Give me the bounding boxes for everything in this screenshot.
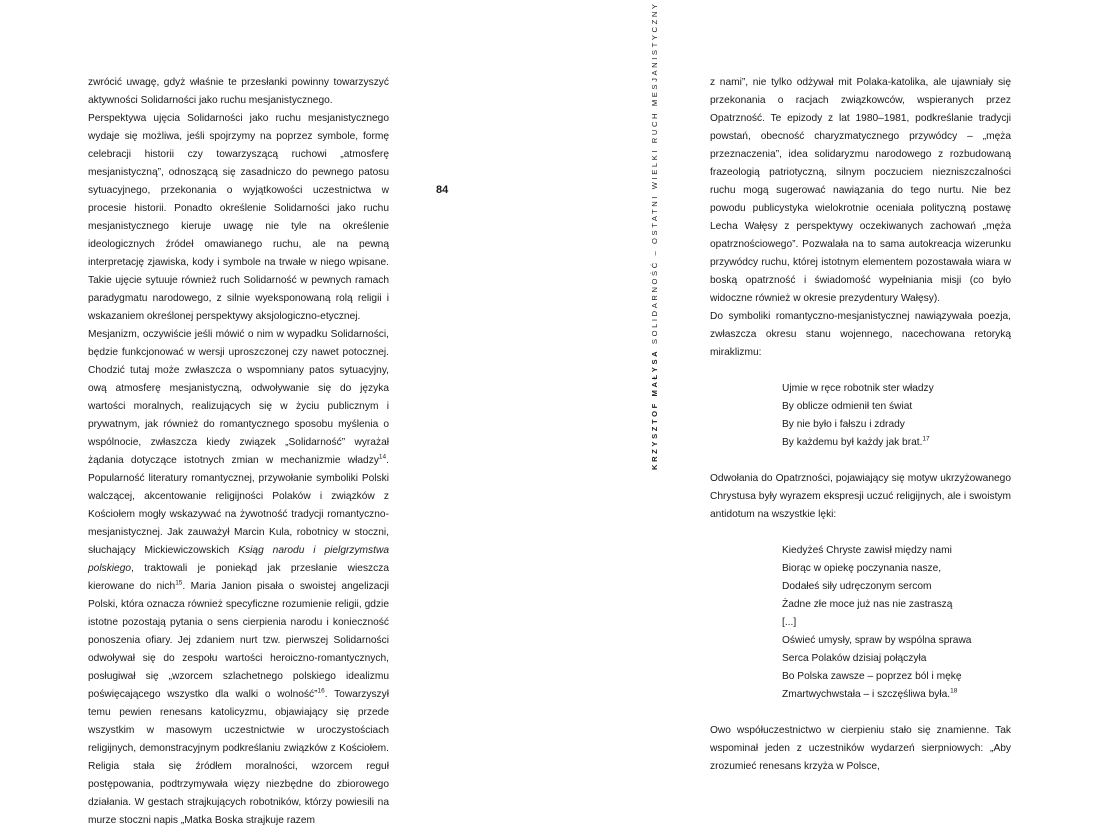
poem-quote bbox=[782, 380, 1011, 452]
paragraph: z nami”, nie tylko odżywał mit Polaka-katolika, ale ujawniały się przekonania o racjach związkowców, wspieranych przez Opatrzność. Te epizody z lat 1980–1981, podkreślanie tradycji powstań, obecność charyzmatycznego przywódcy – „męża przeznaczenia”, idea solidaryzmu narodowego z rozbudowaną frazeologią patriotyczną, silnym poczuciem niezniszczalności ruchu mogą sugerować nawiązania do tego nurtu. Nie bez powodu publicystyka wielokrotnie oceniała polityczną postawę Lecha Wałęsy z perspektywy oczekiwanych zachowań „męża opatrznościowego”. Pozwalała na to sama autokreacja wizerunku przywódcy ruchu, której istotnym elementem pozostawała wiara w boską opatrzność i świadomość wypełniania misji (co było widoczne również w okresie prezydentury Wałęsy). bbox=[710, 77, 1011, 304]
spacer bbox=[710, 362, 1011, 380]
text-run: Mesjanizm, oczywiście jeśli mówić o nim w wypadku Solidarności, będzie funkcjonować w wersji uproszczonej czy nawet potocznej. Chodzić tutaj może zwłaszcza o wspomniany patos sytuacyjny, ową atmosferę mesjanistyczną, odwoływanie się do języka wartości moralnych, realizujących się w życiu publicznym i prywatnym, jak również do romantycznego sposobu myślenia o wspólnocie, zwłaszcza kiedy związek „Solidarność” wyrażał żądania dotyczące istotnych zmian w mechanizmie władzy bbox=[88, 329, 389, 466]
paragraph: Do symboliki romantyczno-mesjanistycznej nawiązywała poezja, zwłaszcza okresu stanu wojennego, nacechowana retoryką miraklizmu: bbox=[710, 311, 1011, 358]
spacer bbox=[710, 704, 1011, 722]
footnote-ref[interactable]: 17 bbox=[922, 435, 930, 443]
poem-line: Oświeć umysły, spraw by wspólna sprawa bbox=[782, 635, 972, 646]
poem-line: [...] bbox=[782, 617, 797, 628]
paragraph: zwrócić uwagę, gdyż właśnie te przesłanki powinny towarzyszyć aktywności Solidarności jako ruchu mesjanistycznego. bbox=[88, 77, 389, 106]
poem-line: By nie było i fałszu i zdrady bbox=[782, 419, 905, 430]
text-run: . Maria Janion pisała o swoistej angelizacji Polski, która oznacza również specyficzne rozumienie religii, gdzie istotne pozostają pytania o sens cierpienia narodu i konieczność ponoszenia ofiary. Jej zdaniem nurt tzw. pierwszej Solidarności odwoływał się do zespołu wartości heroiczno-romantycznych, posługiwał się „wzorcem szlachetnego polskiego idealizmu poświęcającego wszystko dla walki o wolność” bbox=[88, 581, 389, 700]
paragraph: Odwołania do Opatrzności, pojawiający się motyw ukrzyżowanego Chrystusa były wyrazem ekspresji uczuć religijnych, ale i swoistym antidotum na wszystkie lęki: bbox=[710, 473, 1011, 520]
spacer bbox=[710, 524, 1011, 542]
poem-line: Dodałeś siły udręczonym sercom bbox=[782, 581, 932, 592]
poem-line bbox=[782, 434, 1011, 452]
poem-line bbox=[782, 686, 1011, 704]
poem-line: Ujmie w ręce robotnik ster władzy bbox=[782, 383, 934, 394]
paragraph bbox=[88, 326, 389, 830]
running-head-author: KRZYSZTOF MAŁYSA bbox=[650, 348, 659, 470]
poem-quote bbox=[782, 542, 1011, 704]
running-head bbox=[650, 1, 659, 470]
text-run: , traktowali je poniekąd jak przesłanie wieszcza kierowane do nich bbox=[88, 563, 389, 592]
right-text-column bbox=[710, 74, 1011, 776]
poem-line: Żadne złe moce już nas nie zastraszą bbox=[782, 599, 953, 610]
page-number: 84 bbox=[436, 184, 449, 196]
spacer bbox=[710, 452, 1011, 470]
poem-line: Bo Polska zawsze – poprzez ból i mękę bbox=[782, 671, 962, 682]
text-run: . Towarzyszył temu pewien renesans katolicyzmu, objawiający się przede wszystkim w masowym uczestnictwie w uroczystościach religijnych, demonstracyjnym podkreślaniu związków z Kościołem. Religia stała się źródłem moralności, wzorcem reguł postępowania, podtrzymywała więzy niezbędne do zbiorowego działania. W gestach strajkujących robotników, którzy powiesili na murze stoczni napis „Matka Boska strajkuje razem bbox=[88, 689, 389, 826]
poem-line: Biorąc w opiekę poczynania nasze, bbox=[782, 563, 942, 574]
text-run: Zmartwychwstała – i szczęśliwa była. bbox=[782, 689, 951, 700]
poem-line: By oblicze odmienił ten świat bbox=[782, 401, 913, 412]
footnote-ref[interactable]: 16 bbox=[317, 687, 325, 695]
footnote-ref[interactable]: 18 bbox=[950, 687, 958, 695]
left-text-column bbox=[88, 74, 389, 830]
text-run: By każdemu był każdy jak brat. bbox=[782, 437, 923, 448]
footnote-ref[interactable]: 14 bbox=[378, 453, 387, 461]
right-page bbox=[550, 0, 1100, 772]
poem-line: Serca Polaków dzisiaj połączyła bbox=[782, 653, 927, 664]
poem-line: Kiedyżeś Chryste zawisł między nami bbox=[782, 545, 952, 556]
left-page bbox=[0, 0, 550, 826]
paragraph: Perspektywa ujęcia Solidarności jako ruchu mesjanistycznego wydaje się możliwa, jeśli spojrzymy na poprzez symbole, formę celebracji historii czy towarzyszącą ruchowi „atmosferę mesjanistyczną”, odnoszącą się zasadniczo do pewnego patosu sytuacyjnego, przekonania o wyjątkowości uczestnictwa w procesie historii. Ponadto określenie Solidarności jako ruchu mesjanistycznego kieruje uwagę nie tyle na określenie ideologicznych źródeł omawianego ruchu, ale na pewną interpretację zjawiska, kody i symbole na trwałe w niego wpisane. Takie ujęcie sytuuje również ruch Solidarność w pewnych ramach paradygmatu narodowego, z silnie wyeksponowaną rolą religii i wskazaniem określonej perspektywy aksjologiczno-etycznej. bbox=[88, 113, 389, 322]
running-head-title: SOLIDARNOŚĆ – OSTATNI WIELKI RUCH MESJANISTYCZNY bbox=[650, 1, 659, 345]
book-title: Ksiąg narodu i pielgrzymstwa polskiego bbox=[88, 545, 389, 574]
text-run: . Popularność literatury romantycznej, przywołanie symboliki Polski walczącej, akcentowanie religijności Polaków i związków z Kościołem mogły wskazywać na żywotność tradycji romantyczno-mesjanistycznej. Jak zauważył Marcin Kula, robotnicy w stoczni, słuchający Mickiewiczowskich bbox=[88, 455, 389, 556]
paragraph: Owo współuczestnictwo w cierpieniu stało się znamienne. Tak wspominał jeden z uczestników wydarzeń sierpniowych: „Aby zrozumieć renesans krzyża w Polsce, bbox=[710, 725, 1011, 772]
footnote-ref[interactable]: 15 bbox=[175, 579, 183, 587]
